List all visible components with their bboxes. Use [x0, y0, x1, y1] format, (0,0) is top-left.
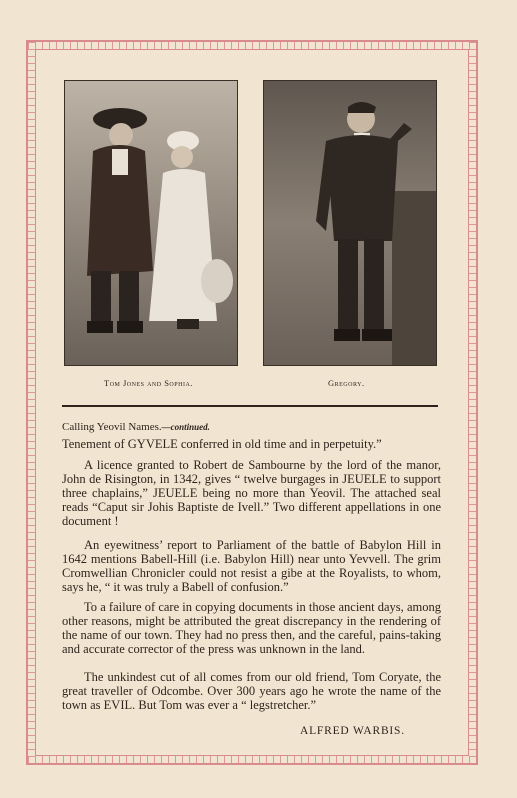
paragraph-3: An eyewitness’ report to Parliament of the battle of Babylon Hill in 1642 mentions Babell-Hill (i.e. Babylon Hill) near unto Yevvell. The grim Cromwellian Chronicler could not resist a gibe at the Royalists, to whom, says he, “ it was truly a Babell of confusion.” — [62, 538, 441, 594]
border-ticks-left — [28, 42, 35, 763]
border-ticks-bottom — [28, 756, 476, 763]
author-signature: ALFRED WARBIS. — [300, 725, 405, 737]
border-ticks-right — [469, 42, 476, 763]
caption-right: Gregory. — [328, 378, 365, 388]
paragraph-4: To a failure of care in copying documents in those ancient days, among other reasons, might be attributed the great discrepancy in the rendering of the name of our town. They had no press then, and the careful, pains-taking and accurate corrector of the press was unknown in the land. — [62, 600, 441, 656]
border-ticks-top — [28, 42, 476, 49]
article-title: Calling Yeovil Names. — [62, 421, 162, 433]
photo-tom-jones-and-sophia — [64, 80, 238, 366]
paragraph-5: The unkindest cut of all comes from our old friend, Tom Coryate, the great traveller of Odcombe. Over 300 years ago he wrote the name of the town as EVIL. But Tom was ever a “ legstretcher.” — [62, 670, 441, 712]
caption-left: Tom Jones and Sophia. — [104, 378, 193, 388]
article-heading — [62, 421, 210, 433]
photo-gregory — [263, 80, 437, 366]
paragraph-1: Tenement of GYVELE conferred in old time and in perpetuity.” — [62, 437, 382, 451]
section-rule — [62, 405, 438, 407]
continued-label: —continued. — [161, 422, 210, 432]
paragraph-2: A licence granted to Robert de Sambourne by the lord of the manor, John de Risington, in 1342, gives “ twelve burgages in JEUELE to support three chaplains,” JEUELE being no more than Yeovil. The attached seal reads “Caput sir Johis Baptiste de Ivell.” Two different appellations in one document ! — [62, 458, 441, 528]
